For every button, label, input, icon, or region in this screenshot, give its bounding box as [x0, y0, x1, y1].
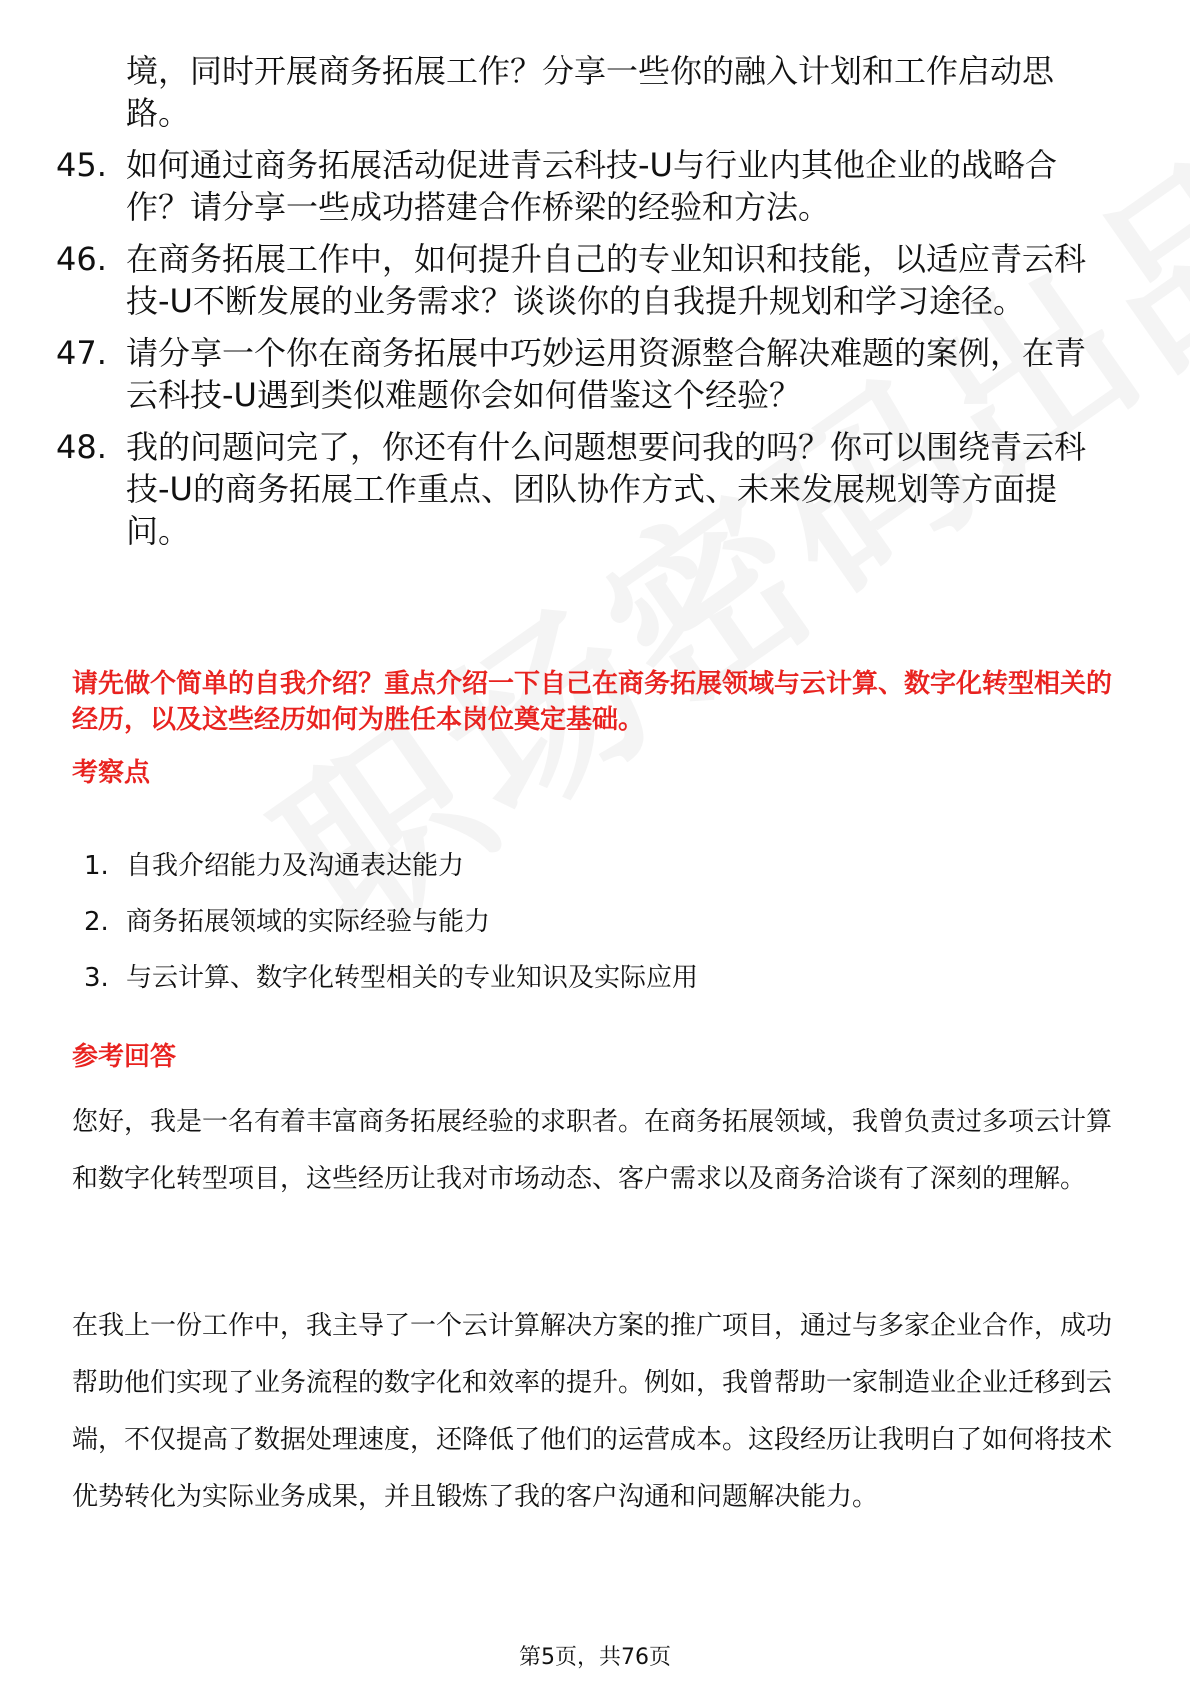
question-item [56, 426, 1116, 552]
key-point-item [84, 838, 698, 894]
key-point-text: 商务拓展领域的实际经验与能力 [126, 907, 491, 937]
page-footer: 第5页，共76页 [519, 1645, 671, 1670]
question-number: 46. [56, 240, 107, 278]
key-point-number: 2. [84, 907, 109, 937]
question-text: 境，同时开展商务拓展工作？分享一些你的融入计划和工作启动思路。 [126, 52, 1055, 132]
question-number: 47. [56, 334, 107, 372]
key-point-number: 1. [84, 851, 109, 881]
question-text: 请分享一个你在商务拓展中巧妙运用资源整合解决难题的案例，在青云科技-U遇到类似难题你会如何借鉴这个经验？ [126, 334, 1087, 414]
key-point-text: 自我介绍能力及沟通表达能力 [126, 851, 465, 881]
question-item [56, 50, 1116, 134]
key-point-number: 3. [84, 963, 109, 993]
key-point-item [84, 950, 698, 1006]
question-item [56, 238, 1116, 322]
question-list [56, 50, 1116, 562]
key-points-heading: 考察点 [72, 758, 151, 788]
featured-question: 请先做个简单的自我介绍？重点介绍一下自己在商务拓展领域与云计算、数字化转型相关的经历，以及这些经历如何为胜任本岗位奠定基础。 [72, 669, 1113, 735]
key-point-item [84, 894, 698, 950]
question-text: 我的问题问完了，你还有什么问题想要问我的吗？你可以围绕青云科技-U的商务拓展工作重点、团队协作方式、未来发展规划等方面提问。 [126, 428, 1087, 550]
question-text: 在商务拓展工作中，如何提升自己的专业知识和技能，以适应青云科技-U不断发展的业务需求？谈谈你的自我提升规划和学习途径。 [126, 240, 1087, 320]
question-number: 45. [56, 146, 107, 184]
question-item [56, 144, 1116, 228]
answer-paragraph: 您好，我是一名有着丰富商务拓展经验的求职者。在商务拓展领域，我曾负责过多项云计算和数字化转型项目，这些经历让我对市场动态、客户需求以及商务洽谈有了深刻的理解。 [72, 1107, 1113, 1194]
key-points-list [84, 838, 698, 1006]
key-point-text: 与云计算、数字化转型相关的专业知识及实际应用 [126, 963, 699, 993]
reference-answer-heading: 参考回答 [72, 1042, 177, 1072]
question-text: 如何通过商务拓展活动促进青云科技-U与行业内其他企业的战略合作？请分享一些成功搭建合作桥梁的经验和方法。 [126, 146, 1057, 226]
question-item [56, 332, 1116, 416]
question-number: 48. [56, 428, 107, 466]
answer-paragraph: 在我上一份工作中，我主导了一个云计算解决方案的推广项目，通过与多家企业合作，成功帮助他们实现了业务流程的数字化和效率的提升。例如，我曾帮助一家制造业企业迁移到云端，不仅提高了数据处理速度，还降低了他们的运营成本。这段经历让我明白了如何将技术优势转化为实际业务成果，并且锻炼了我的客户沟通和问题解决能力。 [72, 1311, 1113, 1512]
